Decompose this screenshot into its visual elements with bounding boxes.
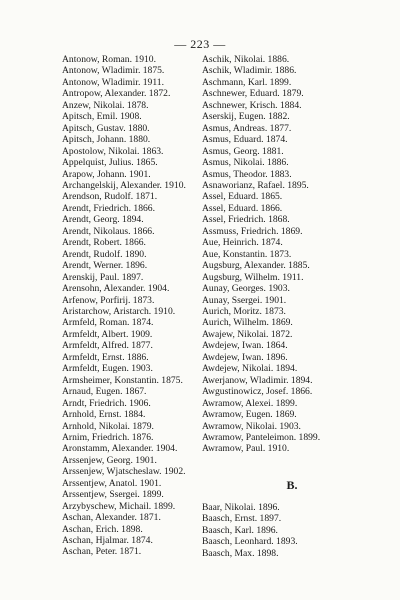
register-entry: Baasch, Leonhard. 1893. bbox=[202, 536, 298, 548]
register-entry: Asmus, Nikolai. 1886. bbox=[202, 157, 289, 169]
register-entry: Antonow, Wladimir. 1911. bbox=[62, 76, 164, 88]
register-entry: Appelquist, Julius. 1865. bbox=[62, 157, 158, 169]
register-entry: Aschan, Erich. 1898. bbox=[62, 523, 143, 535]
register-entry: Arssenjew, Georg. 1901. bbox=[62, 454, 157, 466]
register-entry: Asmus, Theodor. 1883. bbox=[202, 168, 292, 180]
register-entry: Antonow, Wladimir. 1875. bbox=[62, 65, 165, 77]
register-entry: Awramow, Eugen. 1869. bbox=[202, 409, 297, 421]
register-entry: Asnaworianz, Rafael. 1895. bbox=[202, 179, 309, 191]
right-column-list bbox=[202, 54, 342, 455]
register-entry: Aschmann, Karl. 1899. bbox=[202, 76, 292, 88]
register-entry: Armfeldt, Ernst. 1886. bbox=[62, 351, 149, 363]
register-entry: Baasch, Max. 1898. bbox=[202, 547, 279, 559]
register-entry: Archangelskij, Alexander. 1910. bbox=[62, 179, 186, 191]
register-entry: Arnaud, Eugen. 1867. bbox=[62, 386, 147, 398]
right-column bbox=[202, 54, 342, 559]
register-entry: Aserskij, Eugen. 1882. bbox=[202, 111, 290, 123]
register-entry: Arendt, Robert. 1866. bbox=[62, 237, 146, 249]
register-entry: Arendt, Georg. 1894. bbox=[62, 214, 144, 226]
register-entry: Armfeld, Roman. 1874. bbox=[62, 317, 154, 329]
register-entry: Awramow, Panteleimon. 1899. bbox=[202, 431, 321, 443]
register-entry: Armfeldt, Alfred. 1877. bbox=[62, 340, 153, 352]
register-entry: Arendt, Friedrich. 1866. bbox=[62, 202, 155, 214]
register-entry: Apitsch, Gustav. 1880. bbox=[62, 122, 150, 134]
register-entry: Awdejew, Iwan. 1864. bbox=[202, 340, 288, 352]
register-entry: Arfenow, Porfirij. 1873. bbox=[62, 294, 155, 306]
register-entry: Arensohn, Alexander. 1904. bbox=[62, 283, 170, 295]
register-entry: Arendt, Werner. 1896. bbox=[62, 260, 148, 272]
register-entry: Apitsch, Emil. 1908. bbox=[62, 111, 142, 123]
register-entry: Arendt, Rudolf. 1890. bbox=[62, 248, 147, 260]
register-entry: Aschik, Wladimir. 1886. bbox=[202, 65, 297, 77]
register-entry: Baar, Nikolai. 1896. bbox=[202, 501, 280, 513]
register-entry: Aschan, Hjalmar. 1874. bbox=[62, 535, 153, 547]
register-entry: Aurich, Moritz. 1873. bbox=[202, 305, 286, 317]
register-entry: Arendson, Rudolf. 1871. bbox=[62, 191, 158, 203]
register-entry: Arnhold, Ernst. 1884. bbox=[62, 409, 146, 421]
register-entry: Aunay, Georges. 1903. bbox=[202, 283, 290, 295]
section-b-list bbox=[202, 502, 342, 559]
register-entry: Awramow, Paul. 1910. bbox=[202, 443, 290, 455]
register-entry: Apitsch, Johann. 1880. bbox=[62, 134, 151, 146]
register-entry: Arssentjew, Ssergei. 1899. bbox=[62, 489, 164, 501]
register-entry: Aristarchow, Aristarch. 1910. bbox=[62, 305, 176, 317]
register-entry: Apostolow, Nikolai. 1863. bbox=[62, 145, 164, 157]
register-entry: Baasch, Ernst. 1897. bbox=[202, 513, 282, 525]
register-entry: Aschan, Alexander. 1871. bbox=[62, 512, 161, 524]
register-entry: Aschan, Peter. 1871. bbox=[62, 546, 142, 558]
register-entry: Aschnewer, Eduard. 1879. bbox=[202, 88, 304, 100]
register-entry: Aschik, Nikolai. 1886. bbox=[202, 54, 290, 65]
register-entry: Anzew, Nikolai. 1878. bbox=[62, 99, 149, 111]
register-entry: Assel, Eduard. 1865. bbox=[202, 191, 283, 203]
register-entry: Arssenjew, Wjatscheslaw. 1902. bbox=[62, 466, 186, 478]
register-entry: Antropow, Alexander. 1872. bbox=[62, 88, 171, 100]
register-entry: Arnhold, Nikolai. 1879. bbox=[62, 420, 154, 432]
register-entry: Antonow, Roman. 1910. bbox=[62, 54, 156, 65]
register-entry: Awramow, Alexei. 1899. bbox=[202, 397, 298, 409]
register-entry: Aurich, Wilhelm. 1869. bbox=[202, 317, 293, 329]
register-entry: Arenskij, Paul. 1897. bbox=[62, 271, 144, 283]
left-column bbox=[62, 54, 202, 558]
register-entry: Assmuss, Friedrich. 1869. bbox=[202, 225, 303, 237]
register-entry: Armfeldt, Eugen. 1903. bbox=[62, 363, 153, 375]
register-entry: Arndt, Friedrich. 1906. bbox=[62, 397, 151, 409]
register-entry: Armfeldt, Albert. 1909. bbox=[62, 328, 153, 340]
register-entry: Baasch, Karl. 1896. bbox=[202, 524, 278, 536]
section-heading-b: B. bbox=[286, 477, 298, 492]
register-entry: Awgustinowicz, Josef. 1866. bbox=[202, 386, 313, 398]
register-entry: Asmus, Andreas. 1877. bbox=[202, 122, 292, 134]
register-entry: Awdejew, Nikolai. 1894. bbox=[202, 363, 298, 375]
register-entry: Assel, Eduard. 1866. bbox=[202, 202, 283, 214]
register-entry: Augsburg, Alexander. 1885. bbox=[202, 260, 310, 272]
register-entry: Arssentjew, Anatol. 1901. bbox=[62, 477, 162, 489]
register-entry: Awramow, Nikolai. 1903. bbox=[202, 420, 301, 432]
register-entry: Arapow, Johann. 1901. bbox=[62, 168, 151, 180]
register-entry: Assel, Friedrich. 1868. bbox=[202, 214, 290, 226]
register-entry: Aronstamm, Alexander. 1904. bbox=[62, 443, 178, 455]
register-entry: Awerjanow, Wladimir. 1894. bbox=[202, 374, 313, 386]
register-entry: Aue, Konstantin. 1873. bbox=[202, 248, 292, 260]
register-entry: Asmus, Georg. 1881. bbox=[202, 145, 284, 157]
register-entry: Arzybyschew, Michail. 1899. bbox=[62, 500, 176, 512]
register-entry: Augsburg, Wilhelm. 1911. bbox=[202, 271, 304, 283]
register-entry: Awdejew, Iwan. 1896. bbox=[202, 351, 288, 363]
register-entry: Awajew, Nikolai. 1872. bbox=[202, 328, 293, 340]
page-number: — 223 — bbox=[174, 37, 226, 51]
register-entry: Armsheimer, Konstantin. 1875. bbox=[62, 374, 183, 386]
register-entry: Arnim, Friedrich. 1876. bbox=[62, 431, 154, 443]
register-entry: Aue, Heinrich. 1874. bbox=[202, 237, 283, 249]
register-entry: Aunay, Ssergei. 1901. bbox=[202, 294, 287, 306]
register-entry: Asmus, Eduard. 1874. bbox=[202, 134, 288, 146]
register-entry: Aschnewer, Krisch. 1884. bbox=[202, 99, 302, 111]
register-entry: Arendt, Nikolaus. 1866. bbox=[62, 225, 155, 237]
